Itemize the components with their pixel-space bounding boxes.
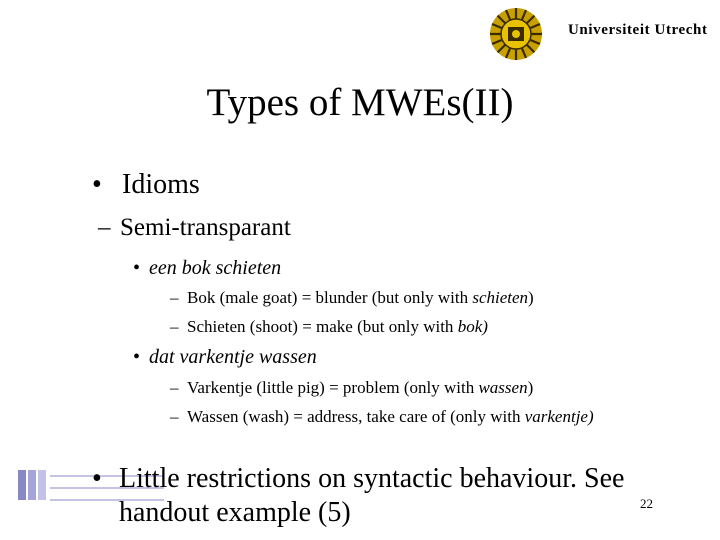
- ex2-point-wassen: [170, 405, 600, 429]
- point-text: Schieten (shoot) = make (but only with: [187, 317, 458, 336]
- bullet-mark: •: [133, 346, 141, 368]
- point-italic: schieten: [472, 288, 529, 307]
- bullet-restrictions: [92, 462, 652, 530]
- point-italic: wassen: [478, 378, 528, 397]
- bullet-idioms-text: Idioms: [122, 169, 200, 200]
- example-text: een bok schieten: [149, 257, 282, 279]
- bullet-mark: •: [92, 463, 102, 494]
- ex2-point-varkentje: [170, 376, 533, 400]
- university-name: Universiteit Utrecht: [568, 22, 708, 38]
- point-text: Wassen (wash) = address, take care of (only with: [187, 407, 525, 426]
- point-text: Varkentje (little pig) = problem (only with: [187, 378, 479, 397]
- bullet-mark: •: [133, 257, 141, 279]
- ex1-point-schieten: [170, 315, 488, 339]
- point-text: Bok (male goat) = blunder (but only with: [187, 288, 473, 307]
- slide-title: Types of MWEs(II): [206, 81, 514, 124]
- university-logo: [488, 6, 713, 62]
- example-text: dat varkentje wassen: [149, 346, 317, 368]
- sun-seal-icon: [488, 6, 544, 62]
- example-dat-varkentje-wassen: [133, 344, 317, 370]
- point-text-end: ): [527, 378, 534, 397]
- page-number: 22: [640, 496, 653, 511]
- point-italic: bok): [457, 317, 488, 336]
- sub-semi-transparant: [98, 212, 291, 244]
- example-een-bok-schieten: [133, 255, 281, 281]
- point-text-end: ): [528, 288, 534, 307]
- point-italic: varkentje): [524, 407, 594, 426]
- dash-mark: –: [98, 214, 111, 241]
- bullet-restrictions-text: Little restrictions on syntactic behaviour. See handout example (5): [119, 463, 625, 528]
- bullet-mark: •: [92, 169, 102, 200]
- dash-mark: –: [170, 378, 179, 397]
- dash-mark: –: [170, 288, 179, 307]
- bullet-idioms: [92, 168, 200, 202]
- dash-mark: –: [170, 317, 179, 336]
- ex1-point-bok: [170, 286, 534, 310]
- sub-semi-text: Semi-transparant: [120, 214, 291, 241]
- dash-mark: –: [170, 407, 179, 426]
